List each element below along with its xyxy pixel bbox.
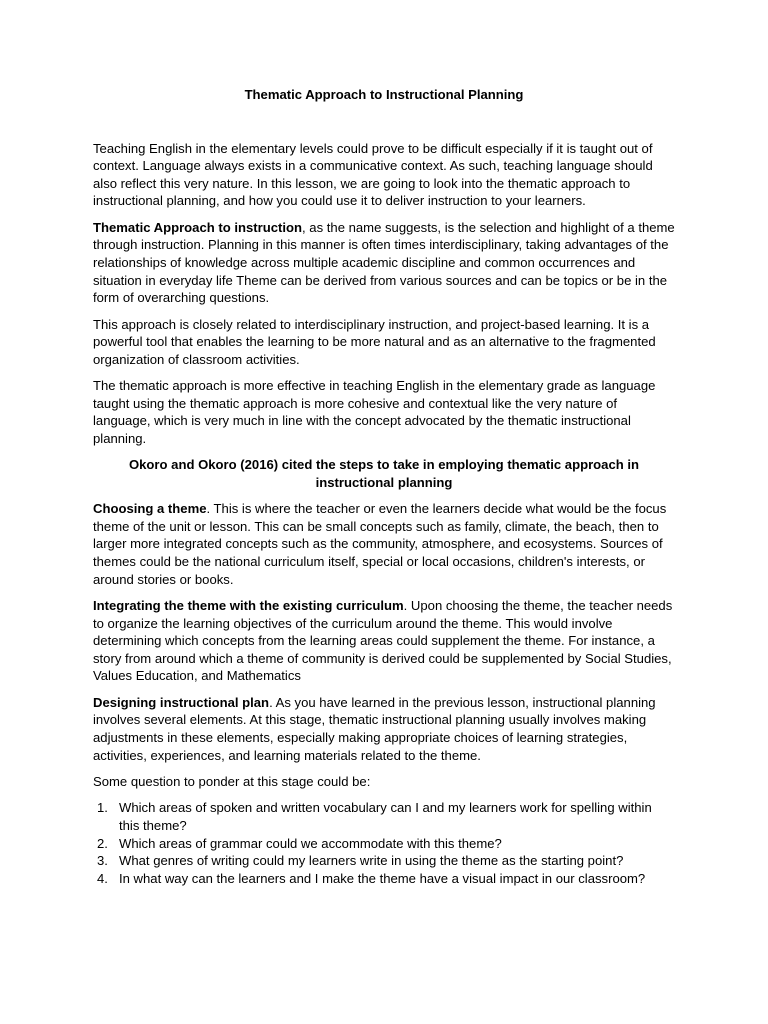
steps-heading: Okoro and Okoro (2016) cited the steps to take in employing thematic approach in instructional planning <box>128 457 640 490</box>
step-term: Choosing a theme <box>93 501 207 517</box>
list-item <box>93 799 675 834</box>
step-text: . Upon choosing the theme, the teacher needs to organize the learning objectives of the curriculum around the theme. This would involve determining which concepts from the learning areas could supplement the theme. For instance, a story from around which a theme of community is derived could be supplemented by Social Studies, Values Education, and Mathematics <box>93 598 673 684</box>
step-text: . This is where the teacher or even the learners decide what would be the focus theme of the unit or lesson. This can be small concepts such as family, climate, the beach, then to larger more integrated concepts such as the community, atmosphere, and ecosystems. Sources of themes could be the national curriculum itself, special or local occasions, children's interests, or around stories or books. <box>93 501 667 587</box>
step-paragraph <box>93 694 675 764</box>
step-term: Designing instructional plan <box>93 694 270 710</box>
list-item <box>93 852 675 870</box>
step-paragraph <box>93 500 675 588</box>
step-term: Integrating the theme with the existing curriculum <box>93 598 404 614</box>
list-item-text: Which areas of spoken and written vocabulary can I and my learners work for spelling within this theme? <box>119 800 652 833</box>
definition-paragraph <box>93 219 675 307</box>
list-item-text: Which areas of grammar could we accommodate with this theme? <box>119 835 502 851</box>
list-item-text: In what way can the learners and I make the theme have a visual impact in our classroom? <box>119 870 646 886</box>
list-item-number: 3. <box>97 853 108 869</box>
document-title: Thematic Approach to Instructional Planning <box>244 87 524 102</box>
step-paragraph <box>93 597 675 685</box>
list-item-text: What genres of writing could my learners write in using the theme as the starting point? <box>119 853 624 869</box>
questions-intro: Some question to ponder at this stage could be: <box>93 773 371 789</box>
list-item-number: 4. <box>97 870 108 886</box>
related-paragraph: This approach is closely related to interdisciplinary instruction, and project-based learning. It is a powerful tool that enables the learning to be more natural and as an alternative to the fragmented organization of classroom activities. <box>93 316 656 367</box>
definition-text: , as the name suggests, is the selection and highlight of a theme through instruction. Planning in this manner is often times interdisciplinary, taking advantages of the relationships of knowledge across multiple academic discipline and common occurrences and situation in everyday life Theme can be derived from various sources and can be topics or be in the form of overarching questions. <box>93 219 675 306</box>
list-item-number: 1. <box>97 800 108 816</box>
questions-list <box>93 799 675 887</box>
list-item <box>93 870 675 888</box>
intro-paragraph: Teaching English in the elementary levels could prove to be difficult especially if it is taught out of context. Language always exists in a communicative context. As such, teaching language should also reflect this very nature. In this lesson, we are going to look into the thematic approach to instructional planning, and how you could use it to deliver instruction to your learners. <box>93 140 653 209</box>
list-item-number: 2. <box>97 835 108 851</box>
step-text: . As you have learned in the previous lesson, instructional planning involves several elements. At this stage, thematic instructional planning usually involves making adjustments in these elements, especially making appropriate choices of learning strategies, activities, experiences, and learning materials related to the theme. <box>93 694 656 763</box>
effective-paragraph: The thematic approach is more effective in teaching English in the elementary grade as language taught using the thematic approach is more cohesive and contextual like the very nature of language, which is very much in line with the concept advocated by the thematic instructional planning. <box>93 378 656 446</box>
list-item <box>93 835 675 853</box>
definition-term: Thematic Approach to instruction <box>93 219 303 235</box>
